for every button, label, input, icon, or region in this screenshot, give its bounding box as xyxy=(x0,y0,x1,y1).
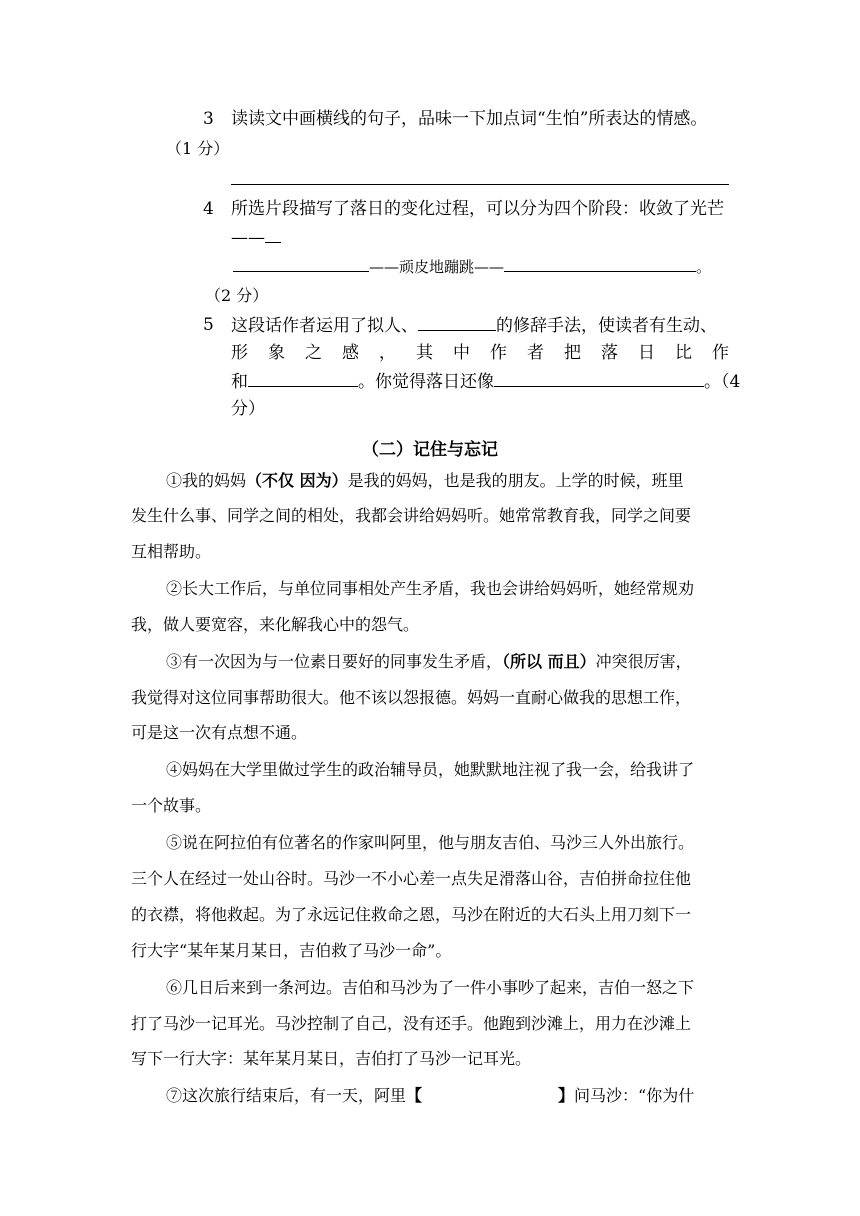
question-4-text: 所选片段描写了落日的变化过程，可以分为四个阶段：收敛了光芒 xyxy=(231,199,724,219)
answer-blank-q4-a[interactable] xyxy=(265,226,281,243)
paragraph-6-line1: ⑥几日后来到一条河边。吉伯和马沙为了一件小事吵了起来，吉伯一怒之下 xyxy=(166,978,695,997)
question-5-line3: 和 。你觉得落日还像 。（4 xyxy=(231,372,741,392)
question-5-number: 5 xyxy=(203,315,214,335)
paragraph-5-line2: 三个人在经过一处山谷时。马沙一不小心差一点失足滑落山谷，吉伯拼命拉住他 xyxy=(131,869,692,888)
paragraph-5-line1: ⑤说在阿拉伯有位著名的作家叫阿里，他与朋友吉伯、马沙三人外出旅行。 xyxy=(166,833,695,852)
paragraph-6-line3: 写下一行大字：某年某月某日，吉伯打了马沙一记耳光。 xyxy=(131,1049,532,1068)
question-3-text: 读读文中画横线的句子，品味一下加点词“生怕”所表达的情感。 xyxy=(231,109,708,129)
paragraph-5-line3: 的衣襟，将他救起。为了永远记住救命之恩，马沙在附近的大石头上用刀刻下一 xyxy=(131,905,692,924)
paragraph-1-line2: 发生什么事、同学之间的相处，我都会讲给妈妈听。她常常教育我，同学之间要 xyxy=(131,506,692,525)
section-title: （二）记住与忘记 xyxy=(362,440,498,460)
answer-blank-q5-a[interactable] xyxy=(418,314,496,331)
paragraph-3-line3: 可是这一次有点想不通。 xyxy=(131,723,308,742)
question-4-line2: ——顽皮地蹦跳—— 。 xyxy=(233,255,711,278)
paragraph-1-line1: ①我的妈妈（不仅 因为）是我的妈妈，也是我的朋友。上学的时候，班里 xyxy=(166,471,684,490)
answer-blank-q4-c[interactable] xyxy=(504,255,696,272)
answer-blank-q5-c[interactable] xyxy=(494,370,704,387)
paragraph-2-line1: ②长大工作后，与单位同事相处产生矛盾，我也会讲给妈妈听，她经常规劝 xyxy=(166,579,695,598)
question-3-score: （1 分） xyxy=(166,139,230,158)
answer-blank-q4-b[interactable] xyxy=(233,255,369,272)
paragraph-1-line3: 互相帮助。 xyxy=(131,542,212,561)
question-4-dash: —— xyxy=(231,226,281,249)
question-5-line2: 形 象 之 感 ， 其 中 作 者 把 落 日 比 作 xyxy=(231,343,729,363)
question-4-number: 4 xyxy=(203,199,214,219)
paragraph-3-line1: ③有一次因为与一位素日要好的同事发生矛盾，（所以 而且）冲突很厉害， xyxy=(166,652,692,671)
paragraph-7-line1: ⑦这次旅行结束后，有一天，阿里【 】问马沙：“你为什 xyxy=(166,1086,695,1105)
paragraph-5-line4: 行大字“某年某月某日，吉伯救了马沙一命”。 xyxy=(131,941,452,960)
paragraph-4-line2: 一个故事。 xyxy=(131,796,212,815)
paragraph-2-line2: 我，做人要宽容，来化解我心中的怨气。 xyxy=(131,615,420,634)
paragraph-4-line1: ④妈妈在大学里做过学生的政治辅导员，她默默地注视了我一会，给我讲了 xyxy=(166,760,695,779)
question-5-score: 分） xyxy=(231,399,265,419)
answer-blank-q5-b[interactable] xyxy=(248,370,358,387)
question-5-line1: 这段话作者运用了拟人、 的修辞手法，使读者有生动、 xyxy=(231,316,717,336)
paragraph-6-line2: 打了马沙一记耳光。马沙控制了自己，没有还手。他跑到沙滩上，用力在沙滩上 xyxy=(131,1014,692,1033)
question-4-score: （2 分） xyxy=(205,286,269,305)
question-3-number: 3 xyxy=(203,109,214,129)
answer-line-q3[interactable] xyxy=(231,184,729,185)
paragraph-3-line2: 我觉得对这位同事帮助很大。他不该以怨报德。妈妈一直耐心做我的思想工作， xyxy=(131,688,692,707)
